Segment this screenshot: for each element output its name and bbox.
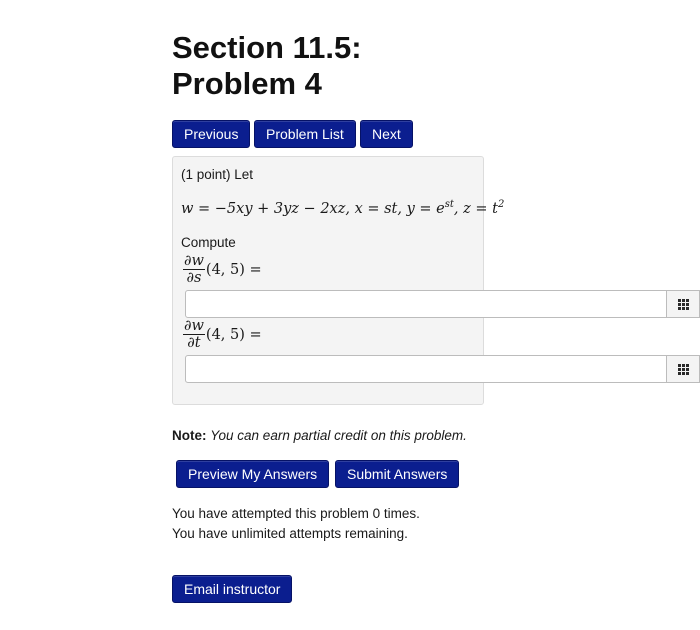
partial-t-point: (4, 5) = — [205, 326, 262, 343]
note-label: Note: — [172, 428, 207, 443]
answer-t-input[interactable] — [185, 355, 667, 383]
partial-credit-note — [172, 428, 467, 443]
equation-sep: , z = t — [453, 201, 498, 217]
title-section: Section 11.5: — [172, 30, 362, 65]
partial-t-expression — [183, 318, 262, 351]
attempts-status — [172, 504, 420, 544]
equation-editor-button-s[interactable] — [667, 290, 700, 318]
title-problem: Problem 4 — [172, 66, 322, 101]
partial-t-denominator: ∂t — [187, 335, 201, 351]
page-title — [172, 30, 362, 102]
partial-s-denominator: ∂s — [186, 270, 202, 286]
equation-exponent: st — [444, 199, 454, 210]
note-text: You can earn partial credit on this problem. — [210, 428, 467, 443]
problem-intro: (1 point) Let — [181, 167, 254, 182]
attempts-remaining-text: You have unlimited attempts remaining. — [172, 526, 408, 541]
compute-label: Compute — [181, 235, 236, 250]
partial-t-numerator: ∂w — [184, 318, 204, 334]
equation-editor-button-t[interactable] — [667, 355, 700, 383]
preview-answers-button[interactable]: Preview My Answers — [176, 460, 329, 488]
equation-main: w = −5xy + 3yz − 2xz, x = st, y = e — [181, 201, 445, 217]
next-button[interactable]: Next — [360, 120, 413, 148]
attempted-count-text: You have attempted this problem 0 times. — [172, 506, 420, 521]
partial-s-numerator: ∂w — [184, 253, 204, 269]
equation-power: 2 — [497, 199, 505, 210]
grid-icon — [678, 299, 689, 310]
previous-button[interactable]: Previous — [172, 120, 250, 148]
grid-icon — [678, 364, 689, 375]
submit-answers-button[interactable]: Submit Answers — [335, 460, 459, 488]
partial-t-fraction — [183, 318, 205, 351]
email-instructor-button[interactable]: Email instructor — [172, 575, 292, 603]
partial-s-fraction — [183, 253, 205, 286]
answer-s-input[interactable] — [185, 290, 667, 318]
partial-s-expression — [183, 253, 262, 286]
problem-list-button[interactable]: Problem List — [254, 120, 356, 148]
problem-equation — [181, 199, 504, 217]
partial-s-point: (4, 5) = — [205, 261, 262, 278]
